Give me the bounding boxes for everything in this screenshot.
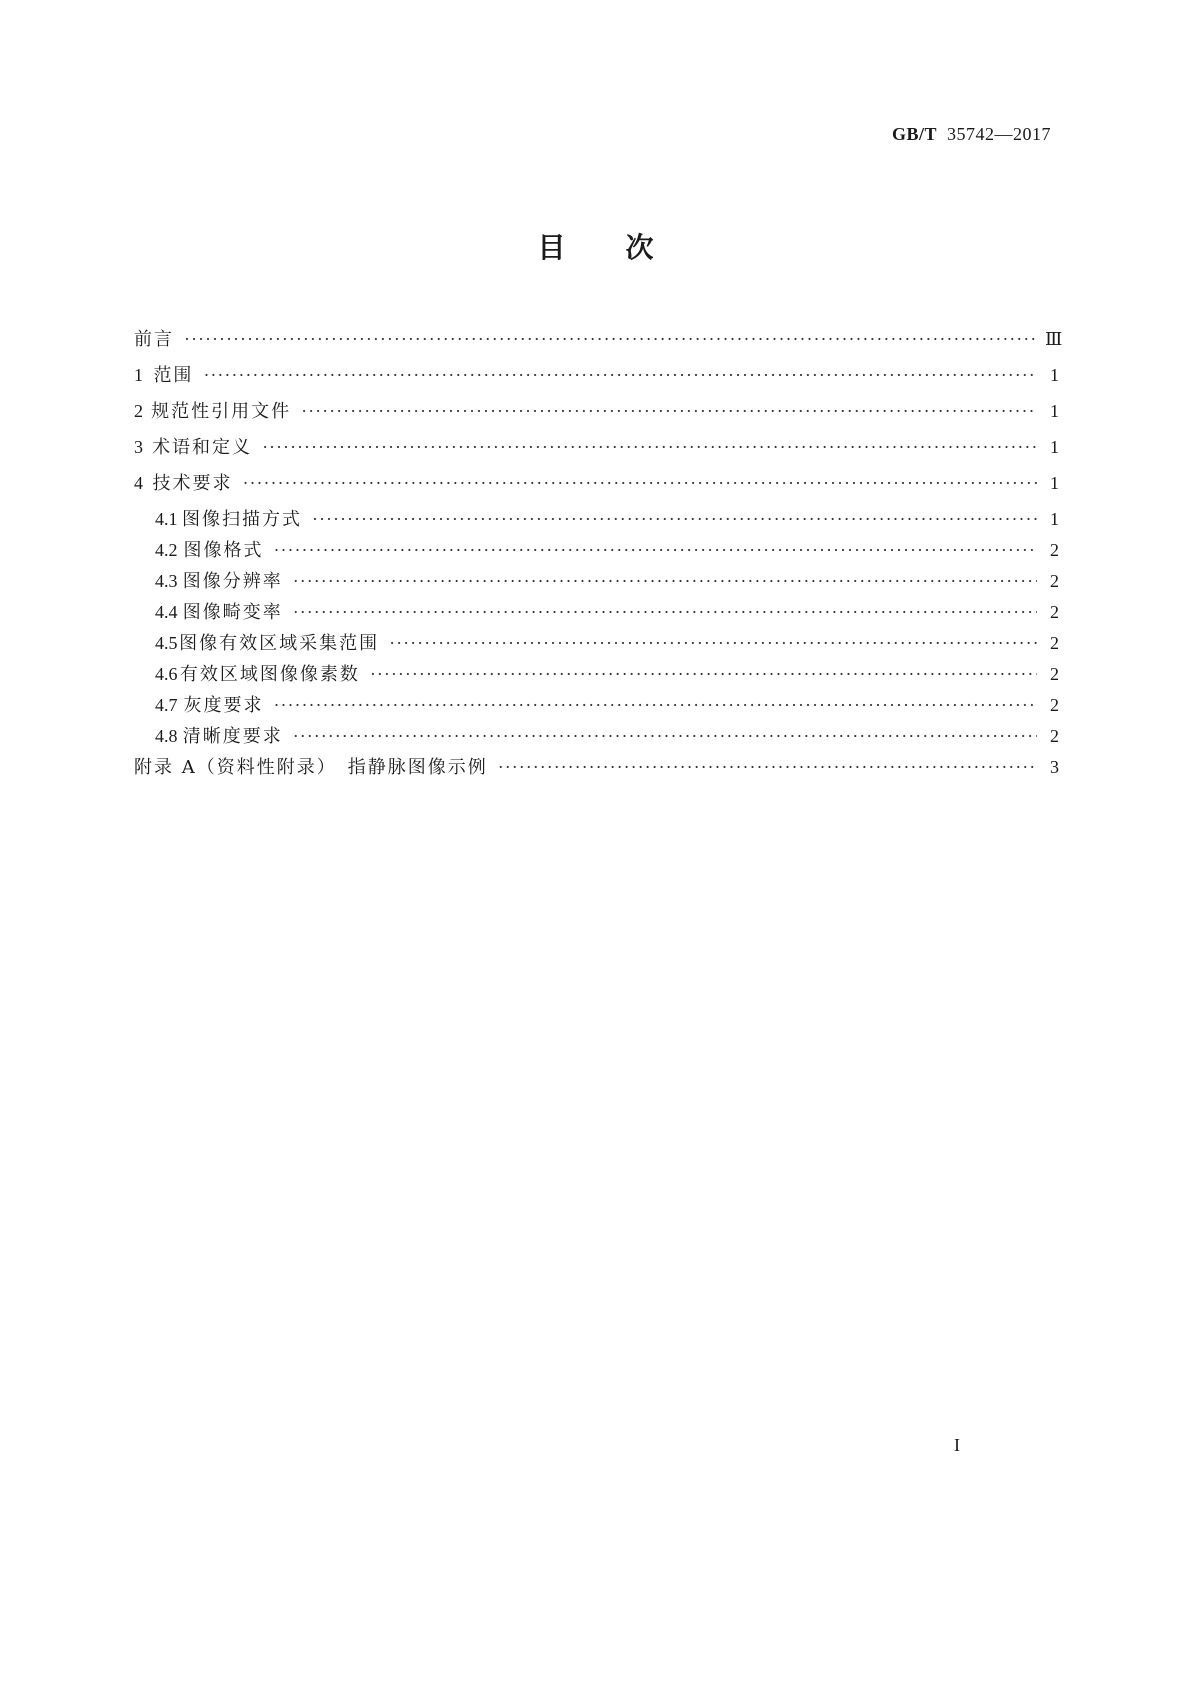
table-of-contents [134, 327, 1063, 791]
standard-number: 35742—2017 [947, 124, 1051, 144]
toc-entry-section-4[interactable] [134, 471, 1059, 507]
toc-entry-page: 1 [1050, 509, 1059, 529]
toc-entry-number: 4.7 [155, 695, 178, 715]
toc-dot-leader [293, 724, 1037, 748]
toc-entry-label: 图像格式 [183, 540, 264, 561]
toc-entry-number: 4 [134, 473, 143, 493]
toc-entry-appendix-a[interactable] [134, 755, 1059, 791]
toc-entry-page: 2 [1050, 695, 1059, 715]
toc-entry-number: 4.3 [155, 571, 178, 591]
toc-entry-section-4-2[interactable] [134, 538, 1059, 569]
toc-dot-leader [498, 755, 1037, 779]
toc-entry-label: 图像有效区域采集范围 [179, 633, 380, 654]
toc-dot-leader [273, 693, 1037, 717]
toc-dot-leader [203, 363, 1037, 387]
toc-entry-label: 图像分辨率 [182, 571, 283, 592]
toc-entry-section-4-1[interactable] [134, 507, 1059, 538]
toc-entry-label: 图像扫描方式 [182, 509, 303, 530]
toc-entry-page: 2 [1050, 571, 1059, 591]
toc-entry-page: 2 [1050, 633, 1059, 653]
toc-entry-foreword[interactable] [134, 327, 1063, 363]
toc-entry-page: 1 [1050, 365, 1059, 385]
toc-dot-leader [273, 538, 1037, 562]
toc-entry-page: 2 [1050, 664, 1059, 684]
toc-entry-section-4-3[interactable] [134, 569, 1059, 600]
toc-entry-label: 灰度要求 [183, 695, 264, 716]
toc-entry-number: 4.5 [155, 633, 178, 653]
toc-entry-section-4-4[interactable] [134, 600, 1059, 631]
toc-entry-section-2[interactable] [134, 399, 1059, 435]
toc-entry-label: 前言 [134, 329, 174, 350]
toc-dot-leader [243, 471, 1037, 495]
toc-entry-label: 技术要求 [152, 473, 233, 494]
toc-dot-leader [293, 600, 1037, 624]
toc-entry-label: 有效区域图像像素数 [179, 664, 360, 685]
toc-entry-number: 4.6 [155, 664, 178, 684]
toc-dot-leader [389, 631, 1037, 655]
toc-entry-number: 4.4 [155, 602, 178, 622]
toc-entry-label: 术语和定义 [152, 437, 253, 458]
toc-entry-label: 清晰度要求 [182, 726, 283, 747]
toc-entry-label: 附录 A（资料性附录） 指静脉图像示例 [134, 757, 488, 778]
toc-entry-section-4-7[interactable] [134, 693, 1059, 724]
toc-entry-label: 图像畸变率 [182, 602, 283, 623]
toc-dot-leader [312, 507, 1037, 531]
toc-dot-leader [301, 399, 1037, 423]
toc-entry-page: 3 [1050, 757, 1059, 777]
toc-entry-page: 2 [1050, 602, 1059, 622]
toc-title: 目次 [537, 231, 714, 264]
toc-entry-page: 2 [1050, 726, 1059, 746]
standard-code [892, 124, 1051, 145]
toc-dot-leader [370, 662, 1037, 686]
toc-entry-section-3[interactable] [134, 435, 1059, 471]
toc-entry-number: 4.2 [155, 540, 178, 560]
toc-entry-number: 1 [134, 365, 143, 385]
toc-entry-page: 1 [1050, 437, 1059, 457]
toc-entry-number: 4.1 [155, 509, 178, 529]
toc-dot-leader [262, 435, 1037, 459]
toc-entry-number: 2 [134, 401, 143, 421]
toc-entry-number: 4.8 [155, 726, 178, 746]
toc-entry-page: Ⅲ [1045, 329, 1063, 349]
toc-dot-leader [184, 327, 1037, 351]
toc-entry-page: 1 [1050, 473, 1059, 493]
toc-entry-label: 范围 [153, 365, 194, 386]
toc-dot-leader [293, 569, 1037, 593]
toc-entry-section-1[interactable] [134, 363, 1059, 399]
toc-entry-page: 1 [1050, 401, 1059, 421]
toc-entry-page: 2 [1050, 540, 1059, 560]
page-number: I [954, 1435, 960, 1455]
standard-prefix: GB/T [891, 124, 937, 144]
toc-entry-section-4-6[interactable] [134, 662, 1059, 693]
toc-entry-section-4-5[interactable] [134, 631, 1059, 662]
toc-entry-label: 规范性引用文件 [151, 401, 292, 422]
toc-entry-number: 3 [134, 437, 143, 457]
toc-entry-section-4-8[interactable] [134, 724, 1059, 755]
